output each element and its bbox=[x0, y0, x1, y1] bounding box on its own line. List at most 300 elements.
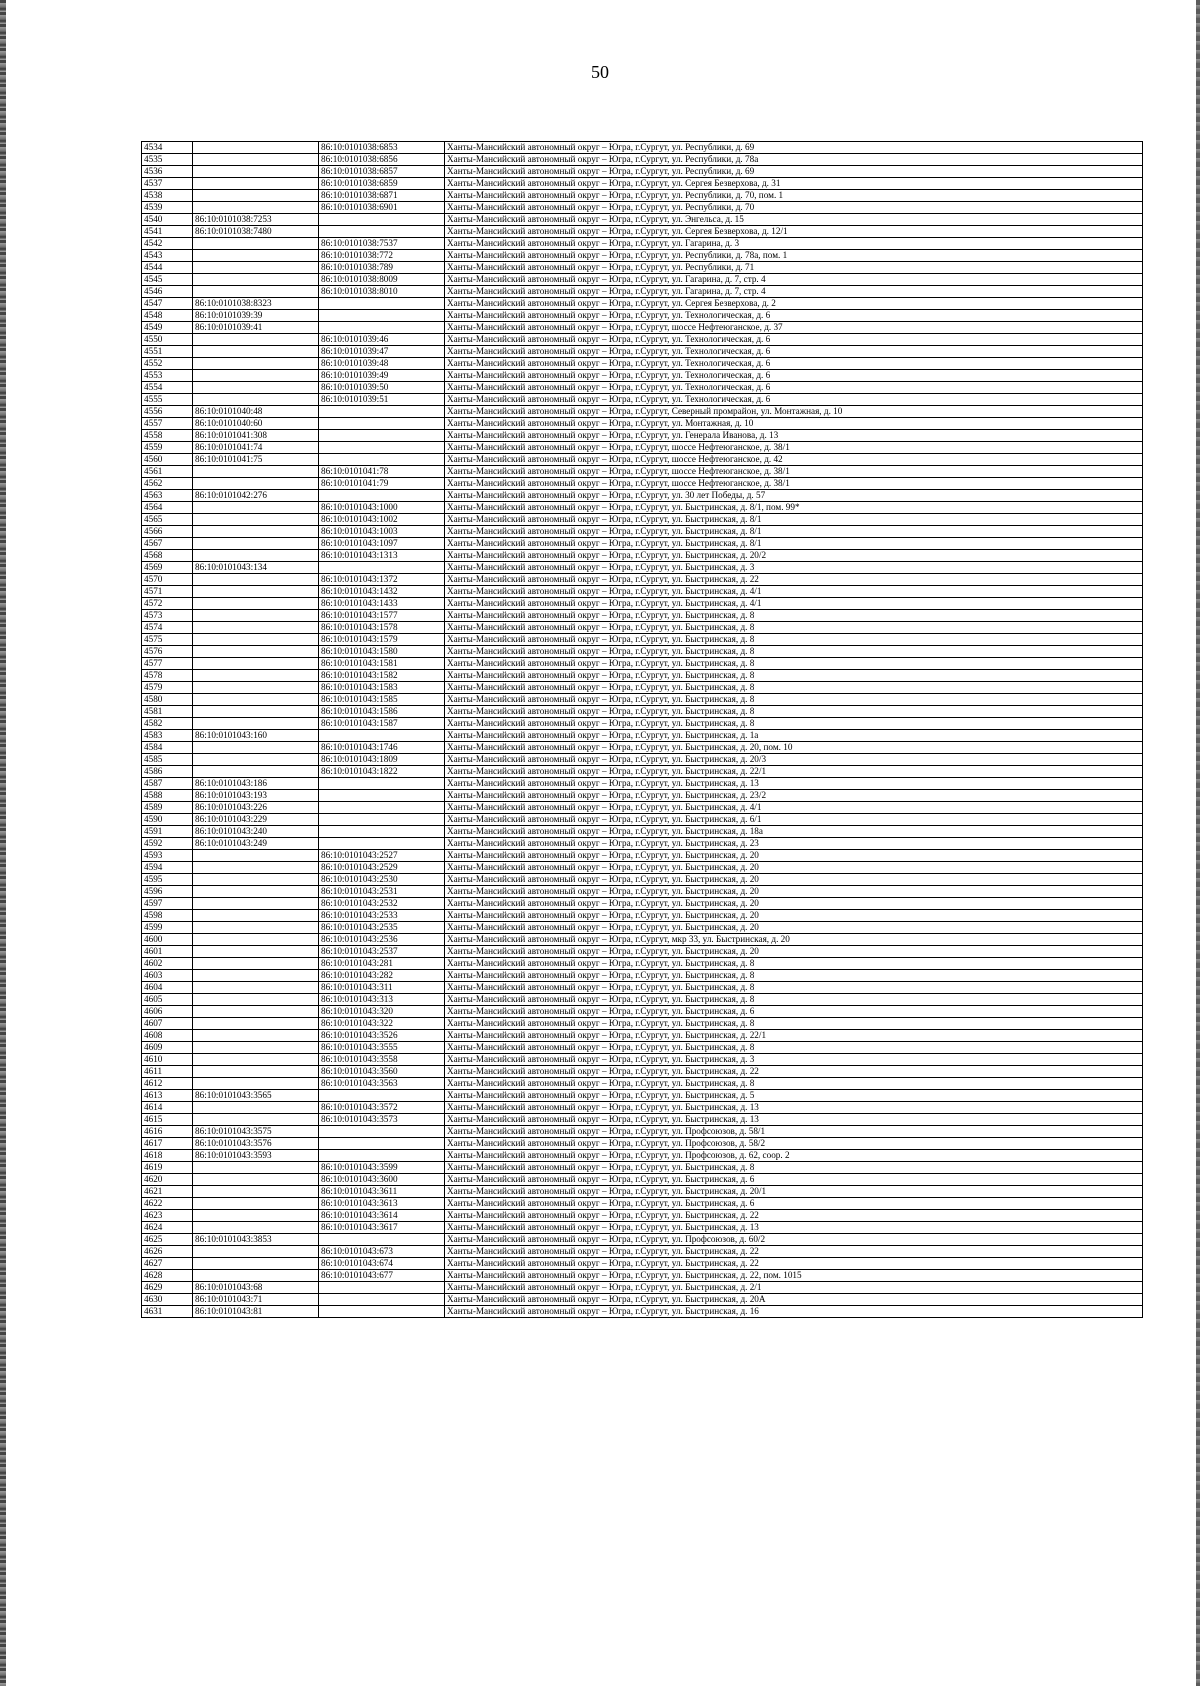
table-row bbox=[142, 466, 1143, 478]
row-number-cell: 4536 bbox=[142, 166, 193, 178]
row-number-cell: 4597 bbox=[142, 898, 193, 910]
land-cadastral-number-cell bbox=[193, 166, 319, 178]
row-number-cell: 4544 bbox=[142, 262, 193, 274]
building-cadastral-number-cell: 86:10:0101039:46 bbox=[319, 334, 445, 346]
table-row bbox=[142, 322, 1143, 334]
table-row bbox=[142, 1018, 1143, 1030]
address-cell: Ханты-Мансийский автономный округ – Югра, г.Сургут, ул. Быстринская, д. 13 bbox=[445, 778, 1143, 790]
address-cell: Ханты-Мансийский автономный округ – Югра, г.Сургут, ул. Быстринская, д. 13 bbox=[445, 1222, 1143, 1234]
table-row bbox=[142, 922, 1143, 934]
row-number-cell: 4562 bbox=[142, 478, 193, 490]
row-number-cell: 4613 bbox=[142, 1090, 193, 1102]
building-cadastral-number-cell: 86:10:0101043:673 bbox=[319, 1246, 445, 1258]
address-cell: Ханты-Мансийский автономный округ – Югра, г.Сургут, ул. Быстринская, д. 8 bbox=[445, 958, 1143, 970]
table-row bbox=[142, 1222, 1143, 1234]
building-cadastral-number-cell bbox=[319, 826, 445, 838]
row-number-cell: 4616 bbox=[142, 1126, 193, 1138]
land-cadastral-number-cell bbox=[193, 238, 319, 250]
table-row bbox=[142, 190, 1143, 202]
table-row bbox=[142, 838, 1143, 850]
table-row bbox=[142, 586, 1143, 598]
land-cadastral-number-cell bbox=[193, 262, 319, 274]
row-number-cell: 4611 bbox=[142, 1066, 193, 1078]
building-cadastral-number-cell: 86:10:0101043:674 bbox=[319, 1258, 445, 1270]
building-cadastral-number-cell bbox=[319, 730, 445, 742]
registry-table-body bbox=[142, 142, 1143, 1318]
address-cell: Ханты-Мансийский автономный округ – Югра, г.Сургут, ул. Технологическая, д. 6 bbox=[445, 382, 1143, 394]
address-cell: Ханты-Мансийский автономный округ – Югра, г.Сургут, ул. Быстринская, д. 8 bbox=[445, 610, 1143, 622]
row-number-cell: 4561 bbox=[142, 466, 193, 478]
land-cadastral-number-cell: 86:10:0101039:41 bbox=[193, 322, 319, 334]
address-cell: Ханты-Мансийский автономный округ – Югра, г.Сургут, ул. Быстринская, д. 20 bbox=[445, 910, 1143, 922]
row-number-cell: 4571 bbox=[142, 586, 193, 598]
building-cadastral-number-cell: 86:10:0101043:281 bbox=[319, 958, 445, 970]
address-cell: Ханты-Мансийский автономный округ – Югра, г.Сургут, ул. Быстринская, д. 20/3 bbox=[445, 754, 1143, 766]
address-cell: Ханты-Мансийский автономный округ – Югра, г.Сургут, ул. Сергея Безверхова, д. 2 bbox=[445, 298, 1143, 310]
address-cell: Ханты-Мансийский автономный округ – Югра, г.Сургут, ул. Республики, д. 69 bbox=[445, 142, 1143, 154]
address-cell: Ханты-Мансийский автономный округ – Югра, г.Сургут, ул. Быстринская, д. 23/2 bbox=[445, 790, 1143, 802]
address-cell: Ханты-Мансийский автономный округ – Югра, г.Сургут, ул. 30 лет Победы, д. 57 bbox=[445, 490, 1143, 502]
table-row bbox=[142, 850, 1143, 862]
building-cadastral-number-cell bbox=[319, 1126, 445, 1138]
table-row bbox=[142, 394, 1143, 406]
table-row bbox=[142, 478, 1143, 490]
table-row bbox=[142, 382, 1143, 394]
table-row bbox=[142, 334, 1143, 346]
address-cell: Ханты-Мансийский автономный округ – Югра, г.Сургут, ул. Республики, д. 78а bbox=[445, 154, 1143, 166]
row-number-cell: 4546 bbox=[142, 286, 193, 298]
table-row bbox=[142, 1078, 1143, 1090]
table-row bbox=[142, 454, 1143, 466]
building-cadastral-number-cell: 86:10:0101043:2530 bbox=[319, 874, 445, 886]
building-cadastral-number-cell: 86:10:0101043:3614 bbox=[319, 1210, 445, 1222]
building-cadastral-number-cell bbox=[319, 1090, 445, 1102]
building-cadastral-number-cell: 86:10:0101043:2532 bbox=[319, 898, 445, 910]
row-number-cell: 4539 bbox=[142, 202, 193, 214]
table-row bbox=[142, 706, 1143, 718]
table-row bbox=[142, 250, 1143, 262]
land-cadastral-number-cell: 86:10:0101043:71 bbox=[193, 1294, 319, 1306]
building-cadastral-number-cell: 86:10:0101043:3563 bbox=[319, 1078, 445, 1090]
land-cadastral-number-cell: 86:10:0101038:7480 bbox=[193, 226, 319, 238]
table-row bbox=[142, 490, 1143, 502]
land-cadastral-number-cell: 86:10:0101041:74 bbox=[193, 442, 319, 454]
row-number-cell: 4552 bbox=[142, 358, 193, 370]
address-cell: Ханты-Мансийский автономный округ – Югра, г.Сургут, мкр 33, ул. Быстринская, д. 20 bbox=[445, 934, 1143, 946]
land-cadastral-number-cell: 86:10:0101043:3575 bbox=[193, 1126, 319, 1138]
building-cadastral-number-cell: 86:10:0101043:3573 bbox=[319, 1114, 445, 1126]
building-cadastral-number-cell bbox=[319, 430, 445, 442]
building-cadastral-number-cell bbox=[319, 778, 445, 790]
land-cadastral-number-cell: 86:10:0101040:60 bbox=[193, 418, 319, 430]
table-row bbox=[142, 886, 1143, 898]
row-number-cell: 4617 bbox=[142, 1138, 193, 1150]
land-cadastral-number-cell: 86:10:0101043:226 bbox=[193, 802, 319, 814]
building-cadastral-number-cell: 86:10:0101038:6856 bbox=[319, 154, 445, 166]
row-number-cell: 4610 bbox=[142, 1054, 193, 1066]
building-cadastral-number-cell: 86:10:0101043:3611 bbox=[319, 1186, 445, 1198]
address-cell: Ханты-Мансийский автономный округ – Югра, г.Сургут, ул. Республики, д. 78а, пом. 1 bbox=[445, 250, 1143, 262]
address-cell: Ханты-Мансийский автономный округ – Югра, г.Сургут, ул. Быстринская, д. 4/1 bbox=[445, 802, 1143, 814]
building-cadastral-number-cell: 86:10:0101043:3617 bbox=[319, 1222, 445, 1234]
table-row bbox=[142, 790, 1143, 802]
row-number-cell: 4605 bbox=[142, 994, 193, 1006]
row-number-cell: 4545 bbox=[142, 274, 193, 286]
building-cadastral-number-cell: 86:10:0101038:6871 bbox=[319, 190, 445, 202]
address-cell: Ханты-Мансийский автономный округ – Югра, г.Сургут, шоссе Нефтеюганское, д. 38/1 bbox=[445, 466, 1143, 478]
row-number-cell: 4575 bbox=[142, 634, 193, 646]
address-cell: Ханты-Мансийский автономный округ – Югра, г.Сургут, ул. Быстринская, д. 8 bbox=[445, 646, 1143, 658]
building-cadastral-number-cell: 86:10:0101043:311 bbox=[319, 982, 445, 994]
building-cadastral-number-cell bbox=[319, 1138, 445, 1150]
address-cell: Ханты-Мансийский автономный округ – Югра, г.Сургут, ул. Сергея Безверхова, д. 12/1 bbox=[445, 226, 1143, 238]
address-cell: Ханты-Мансийский автономный округ – Югра, г.Сургут, ул. Быстринская, д. 6 bbox=[445, 1174, 1143, 1186]
building-cadastral-number-cell: 86:10:0101043:2531 bbox=[319, 886, 445, 898]
address-cell: Ханты-Мансийский автономный округ – Югра, г.Сургут, ул. Быстринская, д. 6/1 bbox=[445, 814, 1143, 826]
land-cadastral-number-cell bbox=[193, 658, 319, 670]
building-cadastral-number-cell: 86:10:0101043:2536 bbox=[319, 934, 445, 946]
land-cadastral-number-cell: 86:10:0101043:3853 bbox=[193, 1234, 319, 1246]
land-cadastral-number-cell bbox=[193, 190, 319, 202]
table-row bbox=[142, 970, 1143, 982]
table-row bbox=[142, 430, 1143, 442]
address-cell: Ханты-Мансийский автономный округ – Югра, г.Сургут, ул. Гагарина, д. 7, стр. 4 bbox=[445, 286, 1143, 298]
land-cadastral-number-cell bbox=[193, 610, 319, 622]
row-number-cell: 4555 bbox=[142, 394, 193, 406]
address-cell: Ханты-Мансийский автономный округ – Югра, г.Сургут, ул. Быстринская, д. 8 bbox=[445, 682, 1143, 694]
land-cadastral-number-cell bbox=[193, 1066, 319, 1078]
land-cadastral-number-cell: 86:10:0101043:240 bbox=[193, 826, 319, 838]
land-cadastral-number-cell bbox=[193, 1210, 319, 1222]
land-cadastral-number-cell bbox=[193, 274, 319, 286]
land-cadastral-number-cell bbox=[193, 538, 319, 550]
building-cadastral-number-cell bbox=[319, 310, 445, 322]
address-cell: Ханты-Мансийский автономный округ – Югра, г.Сургут, ул. Сергея Безверхова, д. 31 bbox=[445, 178, 1143, 190]
land-cadastral-number-cell: 86:10:0101040:48 bbox=[193, 406, 319, 418]
table-row bbox=[142, 1174, 1143, 1186]
table-row bbox=[142, 418, 1143, 430]
land-cadastral-number-cell: 86:10:0101043:193 bbox=[193, 790, 319, 802]
table-row bbox=[142, 310, 1143, 322]
land-cadastral-number-cell bbox=[193, 766, 319, 778]
building-cadastral-number-cell: 86:10:0101039:48 bbox=[319, 358, 445, 370]
land-cadastral-number-cell bbox=[193, 742, 319, 754]
table-row bbox=[142, 910, 1143, 922]
land-cadastral-number-cell bbox=[193, 694, 319, 706]
table-row bbox=[142, 1162, 1143, 1174]
address-cell: Ханты-Мансийский автономный округ – Югра, г.Сургут, ул. Быстринская, д. 8 bbox=[445, 694, 1143, 706]
building-cadastral-number-cell: 86:10:0101038:772 bbox=[319, 250, 445, 262]
building-cadastral-number-cell: 86:10:0101043:1582 bbox=[319, 670, 445, 682]
row-number-cell: 4577 bbox=[142, 658, 193, 670]
table-row bbox=[142, 1282, 1143, 1294]
row-number-cell: 4580 bbox=[142, 694, 193, 706]
building-cadastral-number-cell: 86:10:0101041:79 bbox=[319, 478, 445, 490]
building-cadastral-number-cell: 86:10:0101043:1583 bbox=[319, 682, 445, 694]
land-cadastral-number-cell bbox=[193, 970, 319, 982]
row-number-cell: 4629 bbox=[142, 1282, 193, 1294]
address-cell: Ханты-Мансийский автономный округ – Югра, г.Сургут, ул. Быстринская, д. 22/1 bbox=[445, 766, 1143, 778]
row-number-cell: 4540 bbox=[142, 214, 193, 226]
address-cell: Ханты-Мансийский автономный округ – Югра, г.Сургут, ул. Технологическая, д. 6 bbox=[445, 346, 1143, 358]
land-cadastral-number-cell bbox=[193, 1102, 319, 1114]
address-cell: Ханты-Мансийский автономный округ – Югра, г.Сургут, ул. Быстринская, д. 20 bbox=[445, 862, 1143, 874]
row-number-cell: 4590 bbox=[142, 814, 193, 826]
building-cadastral-number-cell bbox=[319, 214, 445, 226]
row-number-cell: 4601 bbox=[142, 946, 193, 958]
building-cadastral-number-cell bbox=[319, 790, 445, 802]
row-number-cell: 4578 bbox=[142, 670, 193, 682]
row-number-cell: 4630 bbox=[142, 1294, 193, 1306]
table-row bbox=[142, 946, 1143, 958]
land-cadastral-number-cell: 86:10:0101042:276 bbox=[193, 490, 319, 502]
row-number-cell: 4581 bbox=[142, 706, 193, 718]
table-row bbox=[142, 598, 1143, 610]
building-cadastral-number-cell bbox=[319, 1150, 445, 1162]
table-row bbox=[142, 142, 1143, 154]
land-cadastral-number-cell bbox=[193, 1258, 319, 1270]
address-cell: Ханты-Мансийский автономный округ – Югра, г.Сургут, ул. Профсоюзов, д. 58/1 bbox=[445, 1126, 1143, 1138]
building-cadastral-number-cell: 86:10:0101039:51 bbox=[319, 394, 445, 406]
row-number-cell: 4614 bbox=[142, 1102, 193, 1114]
land-cadastral-number-cell bbox=[193, 154, 319, 166]
table-row bbox=[142, 1270, 1143, 1282]
land-cadastral-number-cell bbox=[193, 598, 319, 610]
land-cadastral-number-cell bbox=[193, 382, 319, 394]
address-cell: Ханты-Мансийский автономный округ – Югра, г.Сургут, ул. Быстринская, д. 20А bbox=[445, 1294, 1143, 1306]
building-cadastral-number-cell: 86:10:0101039:47 bbox=[319, 346, 445, 358]
land-cadastral-number-cell bbox=[193, 862, 319, 874]
page-number: 50 bbox=[591, 62, 609, 82]
row-number-cell: 4554 bbox=[142, 382, 193, 394]
building-cadastral-number-cell: 86:10:0101043:2537 bbox=[319, 946, 445, 958]
land-cadastral-number-cell bbox=[193, 1270, 319, 1282]
land-cadastral-number-cell bbox=[193, 634, 319, 646]
land-cadastral-number-cell bbox=[193, 622, 319, 634]
table-row bbox=[142, 178, 1143, 190]
row-number-cell: 4564 bbox=[142, 502, 193, 514]
land-cadastral-number-cell: 86:10:0101043:134 bbox=[193, 562, 319, 574]
building-cadastral-number-cell: 86:10:0101038:789 bbox=[319, 262, 445, 274]
row-number-cell: 4567 bbox=[142, 538, 193, 550]
address-cell: Ханты-Мансийский автономный округ – Югра, г.Сургут, ул. Быстринская, д. 22 bbox=[445, 1246, 1143, 1258]
address-cell: Ханты-Мансийский автономный округ – Югра, г.Сургут, ул. Быстринская, д. 8 bbox=[445, 658, 1143, 670]
row-number-cell: 4582 bbox=[142, 718, 193, 730]
land-cadastral-number-cell bbox=[193, 334, 319, 346]
building-cadastral-number-cell: 86:10:0101043:2533 bbox=[319, 910, 445, 922]
table-row bbox=[142, 1210, 1143, 1222]
row-number-cell: 4587 bbox=[142, 778, 193, 790]
address-cell: Ханты-Мансийский автономный округ – Югра, г.Сургут, ул. Профсоюзов, д. 58/2 bbox=[445, 1138, 1143, 1150]
building-cadastral-number-cell: 86:10:0101043:3613 bbox=[319, 1198, 445, 1210]
address-cell: Ханты-Мансийский автономный округ – Югра, г.Сургут, ул. Быстринская, д. 8 bbox=[445, 718, 1143, 730]
table-row bbox=[142, 1006, 1143, 1018]
row-number-cell: 4537 bbox=[142, 178, 193, 190]
table-row bbox=[142, 298, 1143, 310]
table-row bbox=[142, 802, 1143, 814]
address-cell: Ханты-Мансийский автономный округ – Югра, г.Сургут, ул. Республики, д. 69 bbox=[445, 166, 1143, 178]
row-number-cell: 4553 bbox=[142, 370, 193, 382]
address-cell: Ханты-Мансийский автономный округ – Югра, г.Сургут, ул. Быстринская, д. 16 bbox=[445, 1306, 1143, 1318]
land-cadastral-number-cell bbox=[193, 502, 319, 514]
address-cell: Ханты-Мансийский автономный округ – Югра, г.Сургут, ул. Быстринская, д. 4/1 bbox=[445, 598, 1143, 610]
land-cadastral-number-cell bbox=[193, 922, 319, 934]
land-cadastral-number-cell bbox=[193, 370, 319, 382]
land-cadastral-number-cell: 86:10:0101038:7253 bbox=[193, 214, 319, 226]
table-row bbox=[142, 958, 1143, 970]
table-row bbox=[142, 202, 1143, 214]
row-number-cell: 4560 bbox=[142, 454, 193, 466]
table-row bbox=[142, 562, 1143, 574]
address-cell: Ханты-Мансийский автономный округ – Югра, г.Сургут, ул. Быстринская, д. 8 bbox=[445, 670, 1143, 682]
address-cell: Ханты-Мансийский автономный округ – Югра, г.Сургут, ул. Быстринская, д. 20 bbox=[445, 850, 1143, 862]
row-number-cell: 4627 bbox=[142, 1258, 193, 1270]
building-cadastral-number-cell: 86:10:0101039:49 bbox=[319, 370, 445, 382]
land-cadastral-number-cell: 86:10:0101041:308 bbox=[193, 430, 319, 442]
building-cadastral-number-cell: 86:10:0101043:3526 bbox=[319, 1030, 445, 1042]
row-number-cell: 4591 bbox=[142, 826, 193, 838]
address-cell: Ханты-Мансийский автономный округ – Югра, г.Сургут, ул. Быстринская, д. 6 bbox=[445, 1006, 1143, 1018]
row-number-cell: 4570 bbox=[142, 574, 193, 586]
table-row bbox=[142, 694, 1143, 706]
row-number-cell: 4566 bbox=[142, 526, 193, 538]
table-row bbox=[142, 730, 1143, 742]
address-cell: Ханты-Мансийский автономный округ – Югра, г.Сургут, ул. Быстринская, д. 8/1, пом. 99* bbox=[445, 502, 1143, 514]
row-number-cell: 4572 bbox=[142, 598, 193, 610]
table-row bbox=[142, 214, 1143, 226]
row-number-cell: 4584 bbox=[142, 742, 193, 754]
land-cadastral-number-cell bbox=[193, 1174, 319, 1186]
land-cadastral-number-cell: 86:10:0101039:39 bbox=[193, 310, 319, 322]
address-cell: Ханты-Мансийский автономный округ – Югра, г.Сургут, шоссе Нефтеюганское, д. 38/1 bbox=[445, 478, 1143, 490]
address-cell: Ханты-Мансийский автономный округ – Югра, г.Сургут, ул. Быстринская, д. 1а bbox=[445, 730, 1143, 742]
building-cadastral-number-cell bbox=[319, 322, 445, 334]
building-cadastral-number-cell: 86:10:0101038:8009 bbox=[319, 274, 445, 286]
land-cadastral-number-cell bbox=[193, 850, 319, 862]
address-cell: Ханты-Мансийский автономный округ – Югра, г.Сургут, ул. Быстринская, д. 22 bbox=[445, 1210, 1143, 1222]
row-number-cell: 4599 bbox=[142, 922, 193, 934]
land-cadastral-number-cell: 86:10:0101043:229 bbox=[193, 814, 319, 826]
row-number-cell: 4606 bbox=[142, 1006, 193, 1018]
building-cadastral-number-cell: 86:10:0101043:1002 bbox=[319, 514, 445, 526]
building-cadastral-number-cell: 86:10:0101038:6857 bbox=[319, 166, 445, 178]
table-row bbox=[142, 514, 1143, 526]
land-cadastral-number-cell bbox=[193, 910, 319, 922]
row-number-cell: 4559 bbox=[142, 442, 193, 454]
land-cadastral-number-cell: 86:10:0101043:160 bbox=[193, 730, 319, 742]
land-cadastral-number-cell bbox=[193, 670, 319, 682]
building-cadastral-number-cell: 86:10:0101043:1578 bbox=[319, 622, 445, 634]
table-row bbox=[142, 1102, 1143, 1114]
row-number-cell: 4548 bbox=[142, 310, 193, 322]
address-cell: Ханты-Мансийский автономный округ – Югра, г.Сургут, ул. Быстринская, д. 8 bbox=[445, 982, 1143, 994]
row-number-cell: 4558 bbox=[142, 430, 193, 442]
row-number-cell: 4534 bbox=[142, 142, 193, 154]
table-row bbox=[142, 1306, 1143, 1318]
address-cell: Ханты-Мансийский автономный округ – Югра, г.Сургут, ул. Профсоюзов, д. 62, соор. 2 bbox=[445, 1150, 1143, 1162]
table-row bbox=[142, 1054, 1143, 1066]
land-cadastral-number-cell bbox=[193, 286, 319, 298]
land-cadastral-number-cell: 86:10:0101043:81 bbox=[193, 1306, 319, 1318]
address-cell: Ханты-Мансийский автономный округ – Югра, г.Сургут, ул. Быстринская, д. 8 bbox=[445, 706, 1143, 718]
address-cell: Ханты-Мансийский автономный округ – Югра, г.Сургут, ул. Быстринская, д. 8/1 bbox=[445, 526, 1143, 538]
address-cell: Ханты-Мансийский автономный округ – Югра, г.Сургут, ул. Быстринская, д. 8/1 bbox=[445, 514, 1143, 526]
address-cell: Ханты-Мансийский автономный округ – Югра, г.Сургут, ул. Гагарина, д. 7, стр. 4 bbox=[445, 274, 1143, 286]
address-cell: Ханты-Мансийский автономный округ – Югра, г.Сургут, ул. Быстринская, д. 6 bbox=[445, 1198, 1143, 1210]
building-cadastral-number-cell: 86:10:0101043:313 bbox=[319, 994, 445, 1006]
table-row bbox=[142, 286, 1143, 298]
table-row bbox=[142, 1126, 1143, 1138]
land-cadastral-number-cell bbox=[193, 982, 319, 994]
land-cadastral-number-cell bbox=[193, 526, 319, 538]
address-cell: Ханты-Мансийский автономный округ – Югра, г.Сургут, ул. Быстринская, д. 13 bbox=[445, 1114, 1143, 1126]
land-cadastral-number-cell bbox=[193, 346, 319, 358]
land-cadastral-number-cell: 86:10:0101043:68 bbox=[193, 1282, 319, 1294]
land-cadastral-number-cell bbox=[193, 1018, 319, 1030]
building-cadastral-number-cell: 86:10:0101043:320 bbox=[319, 1006, 445, 1018]
land-cadastral-number-cell: 86:10:0101043:3576 bbox=[193, 1138, 319, 1150]
land-cadastral-number-cell bbox=[193, 1114, 319, 1126]
building-cadastral-number-cell: 86:10:0101043:2527 bbox=[319, 850, 445, 862]
building-cadastral-number-cell: 86:10:0101038:7537 bbox=[319, 238, 445, 250]
building-cadastral-number-cell bbox=[319, 1294, 445, 1306]
land-cadastral-number-cell bbox=[193, 358, 319, 370]
table-row bbox=[142, 1090, 1143, 1102]
building-cadastral-number-cell: 86:10:0101043:1579 bbox=[319, 634, 445, 646]
row-number-cell: 4573 bbox=[142, 610, 193, 622]
building-cadastral-number-cell bbox=[319, 226, 445, 238]
land-cadastral-number-cell bbox=[193, 1030, 319, 1042]
land-cadastral-number-cell bbox=[193, 586, 319, 598]
scan-edge-right bbox=[1196, 0, 1200, 1686]
row-number-cell: 4603 bbox=[142, 970, 193, 982]
row-number-cell: 4556 bbox=[142, 406, 193, 418]
table-row bbox=[142, 226, 1143, 238]
building-cadastral-number-cell: 86:10:0101038:8010 bbox=[319, 286, 445, 298]
row-number-cell: 4542 bbox=[142, 238, 193, 250]
land-cadastral-number-cell bbox=[193, 718, 319, 730]
address-cell: Ханты-Мансийский автономный округ – Югра, г.Сургут, ул. Быстринская, д. 2/1 bbox=[445, 1282, 1143, 1294]
land-cadastral-number-cell bbox=[193, 1246, 319, 1258]
building-cadastral-number-cell: 86:10:0101041:78 bbox=[319, 466, 445, 478]
building-cadastral-number-cell: 86:10:0101043:3560 bbox=[319, 1066, 445, 1078]
building-cadastral-number-cell: 86:10:0101043:282 bbox=[319, 970, 445, 982]
building-cadastral-number-cell bbox=[319, 802, 445, 814]
building-cadastral-number-cell: 86:10:0101043:1585 bbox=[319, 694, 445, 706]
row-number-cell: 4615 bbox=[142, 1114, 193, 1126]
address-cell: Ханты-Мансийский автономный округ – Югра, г.Сургут, ул. Быстринская, д. 3 bbox=[445, 562, 1143, 574]
building-cadastral-number-cell: 86:10:0101043:1003 bbox=[319, 526, 445, 538]
row-number-cell: 4535 bbox=[142, 154, 193, 166]
row-number-cell: 4609 bbox=[142, 1042, 193, 1054]
land-cadastral-number-cell bbox=[193, 1042, 319, 1054]
building-cadastral-number-cell bbox=[319, 454, 445, 466]
building-cadastral-number-cell: 86:10:0101043:2529 bbox=[319, 862, 445, 874]
address-cell: Ханты-Мансийский автономный округ – Югра, г.Сургут, ул. Республики, д. 71 bbox=[445, 262, 1143, 274]
building-cadastral-number-cell bbox=[319, 490, 445, 502]
row-number-cell: 4541 bbox=[142, 226, 193, 238]
land-cadastral-number-cell bbox=[193, 1078, 319, 1090]
building-cadastral-number-cell: 86:10:0101038:6859 bbox=[319, 178, 445, 190]
building-cadastral-number-cell: 86:10:0101043:1577 bbox=[319, 610, 445, 622]
building-cadastral-number-cell: 86:10:0101043:1372 bbox=[319, 574, 445, 586]
building-cadastral-number-cell bbox=[319, 1234, 445, 1246]
row-number-cell: 4595 bbox=[142, 874, 193, 886]
row-number-cell: 4589 bbox=[142, 802, 193, 814]
row-number-cell: 4565 bbox=[142, 514, 193, 526]
address-cell: Ханты-Мансийский автономный округ – Югра, г.Сургут, ул. Республики, д. 70 bbox=[445, 202, 1143, 214]
address-cell: Ханты-Мансийский автономный округ – Югра, г.Сургут, ул. Быстринская, д. 20 bbox=[445, 946, 1143, 958]
